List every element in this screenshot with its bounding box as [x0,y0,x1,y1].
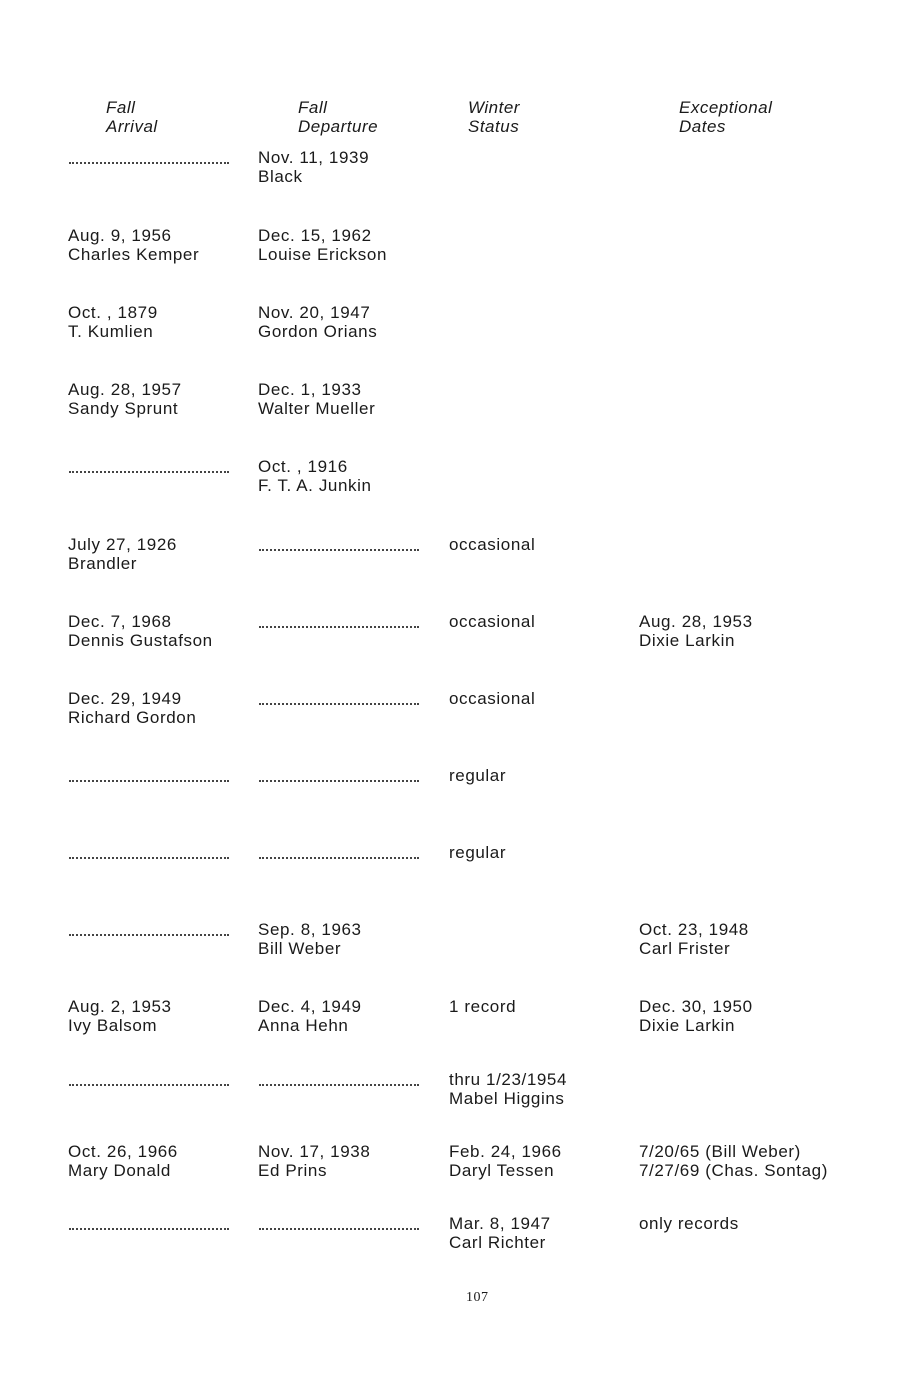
winter-date: thru 1/23/1954 [449,1070,568,1089]
departure-empty-leader [259,703,419,705]
header-fall-arrival [106,98,158,136]
winter-date: regular [449,843,507,862]
arrival-cell [68,535,177,573]
departure-date: Oct. , 1916 [258,457,348,476]
arrival-cell [68,303,158,341]
departure-empty-leader [259,549,419,551]
exceptional-date: 7/20/65 (Bill Weber) [639,1142,801,1161]
winter-cell [449,1214,551,1252]
winter-observer: Daryl Tessen [449,1161,555,1180]
header-fall-arrival-line2: Arrival [106,117,158,136]
header-fall-departure [298,98,378,136]
exceptional-cell [639,1142,828,1180]
departure-observer: Louise Erickson [258,245,388,264]
departure-empty-leader [259,780,419,782]
header-fall-arrival-line1: Fall [106,98,136,117]
winter-date: Feb. 24, 1966 [449,1142,562,1161]
winter-cell [449,689,535,708]
departure-observer: F. T. A. Junkin [258,476,372,495]
winter-cell [449,1142,562,1180]
arrival-cell [68,612,213,650]
departure-observer: Black [258,167,303,186]
header-winter-status-line1: Winter [468,98,520,117]
departure-cell [258,380,375,418]
winter-observer: Carl Richter [449,1233,546,1252]
winter-date: regular [449,766,507,785]
arrival-cell [68,689,196,727]
arrival-empty-leader [69,1228,229,1230]
arrival-observer: Richard Gordon [68,708,197,727]
exceptional-cell [639,1214,739,1233]
departure-empty-leader [259,626,419,628]
winter-date: occasional [449,689,536,708]
arrival-date: Dec. 7, 1968 [68,612,172,631]
arrival-date: Aug. 2, 1953 [68,997,172,1016]
winter-date: occasional [449,612,536,631]
departure-observer: Gordon Orians [258,322,378,341]
departure-cell [258,303,377,341]
exceptional-date: Oct. 23, 1948 [639,920,749,939]
header-fall-departure-line2: Departure [298,117,379,136]
arrival-empty-leader [69,934,229,936]
header-exceptional-dates [679,98,772,136]
departure-observer: Bill Weber [258,939,342,958]
departure-empty-leader [259,1084,419,1086]
header-fall-departure-line1: Fall [298,98,328,117]
departure-observer: Ed Prins [258,1161,328,1180]
departure-date: Nov. 17, 1938 [258,1142,371,1161]
arrival-observer: Ivy Balsom [68,1016,158,1035]
exceptional-cell [639,612,753,650]
arrival-observer: Sandy Sprunt [68,399,179,418]
departure-cell [258,997,362,1035]
departure-empty-leader [259,857,419,859]
exceptional-observer: 7/27/69 (Chas. Sontag) [639,1161,828,1180]
departure-date: Nov. 20, 1947 [258,303,371,322]
arrival-empty-leader [69,162,229,164]
departure-date: Dec. 4, 1949 [258,997,362,1016]
exceptional-date: Dec. 30, 1950 [639,997,753,1016]
arrival-cell [68,380,182,418]
arrival-empty-leader [69,780,229,782]
exceptional-observer: Dixie Larkin [639,631,736,650]
arrival-cell [68,226,199,264]
header-winter-status [468,98,520,136]
departure-cell [258,1142,370,1180]
header-winter-status-line2: Status [468,117,520,136]
exceptional-cell [639,920,749,958]
winter-cell [449,843,506,862]
arrival-empty-leader [69,857,229,859]
winter-cell [449,1070,567,1108]
arrival-cell [68,997,172,1035]
departure-observer: Anna Hehn [258,1016,349,1035]
exceptional-date: Aug. 28, 1953 [639,612,753,631]
arrival-observer: T. Kumlien [68,322,154,341]
arrival-date: Aug. 28, 1957 [68,380,182,399]
departure-empty-leader [259,1228,419,1230]
arrival-cell [68,1142,178,1180]
departure-cell [258,457,372,495]
arrival-date: July 27, 1926 [68,535,177,554]
page-number: 107 [466,1290,489,1305]
arrival-date: Aug. 9, 1956 [68,226,172,245]
winter-cell [449,766,506,785]
winter-observer: Mabel Higgins [449,1089,565,1108]
arrival-date: Oct. 26, 1966 [68,1142,178,1161]
winter-date: Mar. 8, 1947 [449,1214,551,1233]
winter-cell [449,612,535,631]
arrival-observer: Brandler [68,554,138,573]
arrival-empty-leader [69,471,229,473]
departure-date: Dec. 1, 1933 [258,380,362,399]
departure-date: Sep. 8, 1963 [258,920,362,939]
header-exceptional-dates-line2: Dates [679,117,726,136]
arrival-observer: Dennis Gustafson [68,631,213,650]
arrival-observer: Charles Kemper [68,245,200,264]
arrival-observer: Mary Donald [68,1161,171,1180]
exceptional-observer: Dixie Larkin [639,1016,736,1035]
winter-date: 1 record [449,997,517,1016]
arrival-date: Dec. 29, 1949 [68,689,182,708]
departure-cell [258,226,387,264]
winter-cell [449,535,535,554]
header-exceptional-dates-line1: Exceptional [679,98,773,117]
exceptional-cell [639,997,753,1035]
departure-date: Dec. 15, 1962 [258,226,372,245]
departure-date: Nov. 11, 1939 [258,148,370,167]
arrival-empty-leader [69,1084,229,1086]
winter-cell [449,997,516,1016]
departure-observer: Walter Mueller [258,399,376,418]
departure-cell [258,920,362,958]
exceptional-observer: Carl Frister [639,939,731,958]
departure-cell [258,148,369,186]
exceptional-date: only records [639,1214,739,1233]
arrival-date: Oct. , 1879 [68,303,158,322]
winter-date: occasional [449,535,536,554]
